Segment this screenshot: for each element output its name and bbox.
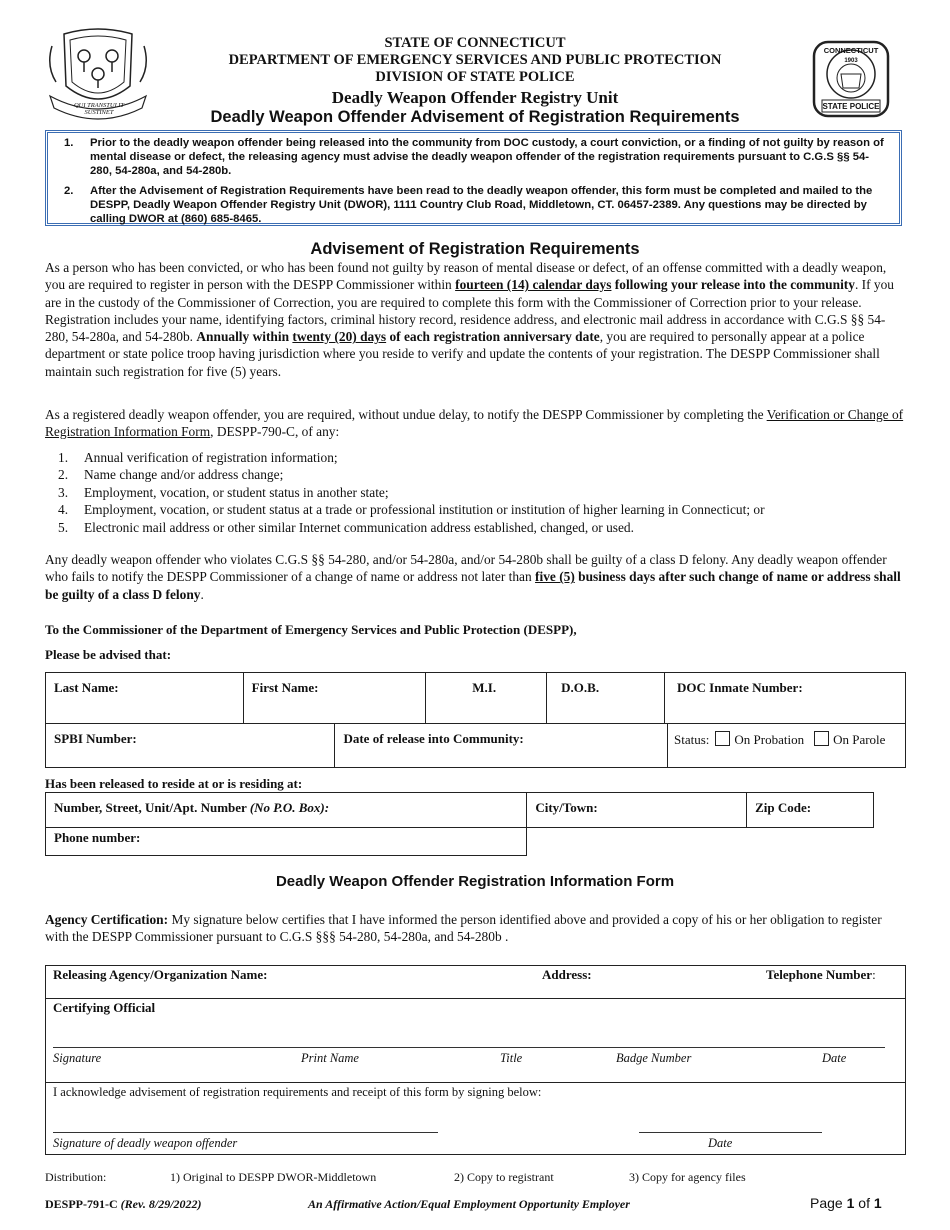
list-item: 2. Name change and/or address change; (58, 467, 284, 482)
badge-bottom-text: STATE POLICE (822, 102, 880, 111)
dob-field[interactable]: D.O.B. (547, 673, 665, 724)
on-probation-checkbox[interactable] (715, 731, 730, 746)
offender-signature-line[interactable] (53, 1132, 438, 1133)
residence-label: Has been released to reside at or is residing at: (45, 776, 303, 791)
badge-number-label: Badge Number (616, 1051, 692, 1065)
please-be-advised: Please be advised that: (45, 647, 172, 662)
header-state: STATE OF CONNECTICUT (384, 35, 566, 51)
advisement-paragraph-1: As a person who has been convicted, or who has been found not guilty by reason of mental disease or defect, of an offense committed with a deadly weapon, you are required to register in person with the DESPP Commissioner within fourteen (14) calendar days following your release into the community. If you are in the custody of the Commissioner of Correction, you are required to complete this form with the Commissioner of Correction prior to your release. Registration includes your name, identifying factors, criminal history record, residence address, and electronic mail address in accordance with C.G.S §§ 54-280, 54-280a, and 54-280b. Annually within twenty (20) days of each registration anniversary date, you are required to personally appear at a police department or state police troop having jurisdiction where you reside to verify and update the contents of your registration. The DESPP Commissioner shall maintain such registration for five (5) years. (45, 260, 895, 379)
form-number: DESPP-791-C (Rev. 8/29/2022) (45, 1197, 202, 1211)
header-division: DIVISION OF STATE POLICE (375, 69, 575, 85)
verification-form-link: Verification or Change of Registration Information Form (45, 407, 904, 440)
last-name-field[interactable]: Last Name: (46, 673, 244, 724)
to-commissioner: To the Commissioner of the Department of Emergency Services and Public Protection (DESPP), (45, 622, 577, 637)
status-field: Status: On Probation On Parole (667, 724, 905, 768)
doc-inmate-number-field[interactable]: DOC Inmate Number: (665, 673, 906, 724)
badge-year: 1903 (844, 58, 858, 64)
instruction-item: 2. After the Advisement of Registration Requirements have been read to the deadly weapon offender, this form must be completed and mailed to the DESPP, Deadly Weapon Offender Registry Unit (DWOR), 1111 Country Club Road, Middletown, CT. 06457-2389. Any questions may be directed by calling DWOR at (860) 685-8465. (64, 185, 873, 225)
phone-number-field[interactable]: Phone number: (46, 828, 527, 856)
on-parole-checkbox[interactable] (814, 731, 829, 746)
instruction-item: 1. Prior to the deadly weapon offender being released into the community from DOC custody, a court conviction, or a finding of not guilty by reason of mental disease or defect, the releasing agency must advise the deadly weapon offender of the registration requirements pursuant to C.G.S §§ 54-280, 54-280a, and 54-280b. (64, 137, 884, 177)
on-parole-label: On Parole (833, 732, 886, 747)
seal-motto: QUI TRANSTULIT SUSTINET (73, 102, 125, 116)
info-form-heading: Deadly Weapon Offender Registration Information Form (275, 873, 675, 890)
acknowledge-text: I acknowledge advisement of registration requirements and receipt of this form by signing below: (53, 1085, 542, 1099)
distribution-3: 3) Copy for agency files (629, 1170, 746, 1184)
mi-field[interactable]: M.I. (426, 673, 547, 724)
employer-statement: An Affirmative Action/Equal Employment Opportunity Employer (308, 1197, 630, 1211)
agency-box (45, 965, 906, 1155)
offender-date-label: Date (708, 1136, 733, 1150)
offender-info-table (45, 672, 906, 768)
advisement-heading: Advisement of Registration Requirements (310, 240, 640, 258)
distribution-1: 1) Original to DESPP DWOR-Middletown (170, 1170, 377, 1184)
distribution-2: 2) Copy to registrant (454, 1170, 554, 1184)
form-title: Deadly Weapon Offender Advisement of Registration Requirements (210, 108, 740, 126)
city-town-field[interactable]: City/Town: (527, 793, 747, 828)
header-unit: Deadly Weapon Offender Registry Unit (331, 88, 619, 107)
print-name-label: Print Name (301, 1051, 359, 1065)
agency-address-field[interactable]: Address: (542, 967, 592, 982)
list-item: 4. Employment, vocation, or student status at a trade or professional institution or institution of higher learning in Connecticut; or (58, 502, 765, 517)
signature-label: Signature (53, 1051, 102, 1065)
agency-certification: Agency Certification: My signature below certifies that I have informed the person identified above and provided a copy of his or her obligation to register with the DESPP Commissioner pursuant to C.G.S §§§ 54-280, 54-280a, and 54-280b . (45, 912, 882, 945)
residence-table (45, 792, 874, 856)
title-label: Title (500, 1051, 523, 1065)
certifying-signature-line[interactable] (53, 1047, 885, 1048)
list-item: 5. Electronic mail address or other similar Internet communication address established, changed, or used. (58, 520, 634, 535)
zip-code-field[interactable]: Zip Code: (747, 793, 874, 828)
badge-top-text: CONNECTICUT (823, 46, 879, 55)
list-item: 3. Employment, vocation, or student status in another state; (58, 485, 389, 500)
instructions-box (45, 130, 902, 226)
offender-date-line[interactable] (639, 1132, 822, 1133)
date-label: Date (822, 1051, 847, 1065)
offender-signature-label: Signature of deadly weapon offender (53, 1136, 238, 1150)
first-name-field[interactable]: First Name: (243, 673, 426, 724)
header-department: DEPARTMENT OF EMERGENCY SERVICES AND PUBLIC PROTECTION (228, 52, 722, 68)
advisement-paragraph-3: Any deadly weapon offender who violates C.G.S §§ 54-280, and/or 54-280a, and/or 54-280b shall be guilty of a class D felony. Any deadly weapon offender who fails to notify the DESPP Commissioner of a change of name or address not later than five (5) business days after such change of name or address shall be guilty of a class D felony. (45, 552, 901, 602)
agency-telephone-field[interactable]: Telephone Number: (766, 967, 876, 982)
advisement-paragraph-2: As a registered deadly weapon offender, you are required, without undue delay, to notify the DESPP Commissioner by completing the Verification or Change of Registration Information Form, DESPP-790-C, of any: (45, 407, 904, 440)
page-number: Page 1 of 1 (810, 1195, 882, 1211)
distribution-label: Distribution: (45, 1170, 107, 1184)
street-address-field[interactable]: Number, Street, Unit/Apt. Number (No P.O. Box): (46, 793, 527, 828)
on-probation-label: On Probation (734, 732, 805, 747)
spbi-number-field[interactable]: SPBI Number: (46, 724, 335, 768)
list-item: 1. Annual verification of registration information; (58, 450, 338, 465)
certifying-official-label: Certifying Official (53, 1000, 156, 1015)
releasing-agency-field[interactable]: Releasing Agency/Organization Name: (53, 967, 268, 982)
release-date-field[interactable]: Date of release into Community: (335, 724, 668, 768)
state-police-badge (810, 40, 892, 120)
state-seal (44, 26, 152, 124)
